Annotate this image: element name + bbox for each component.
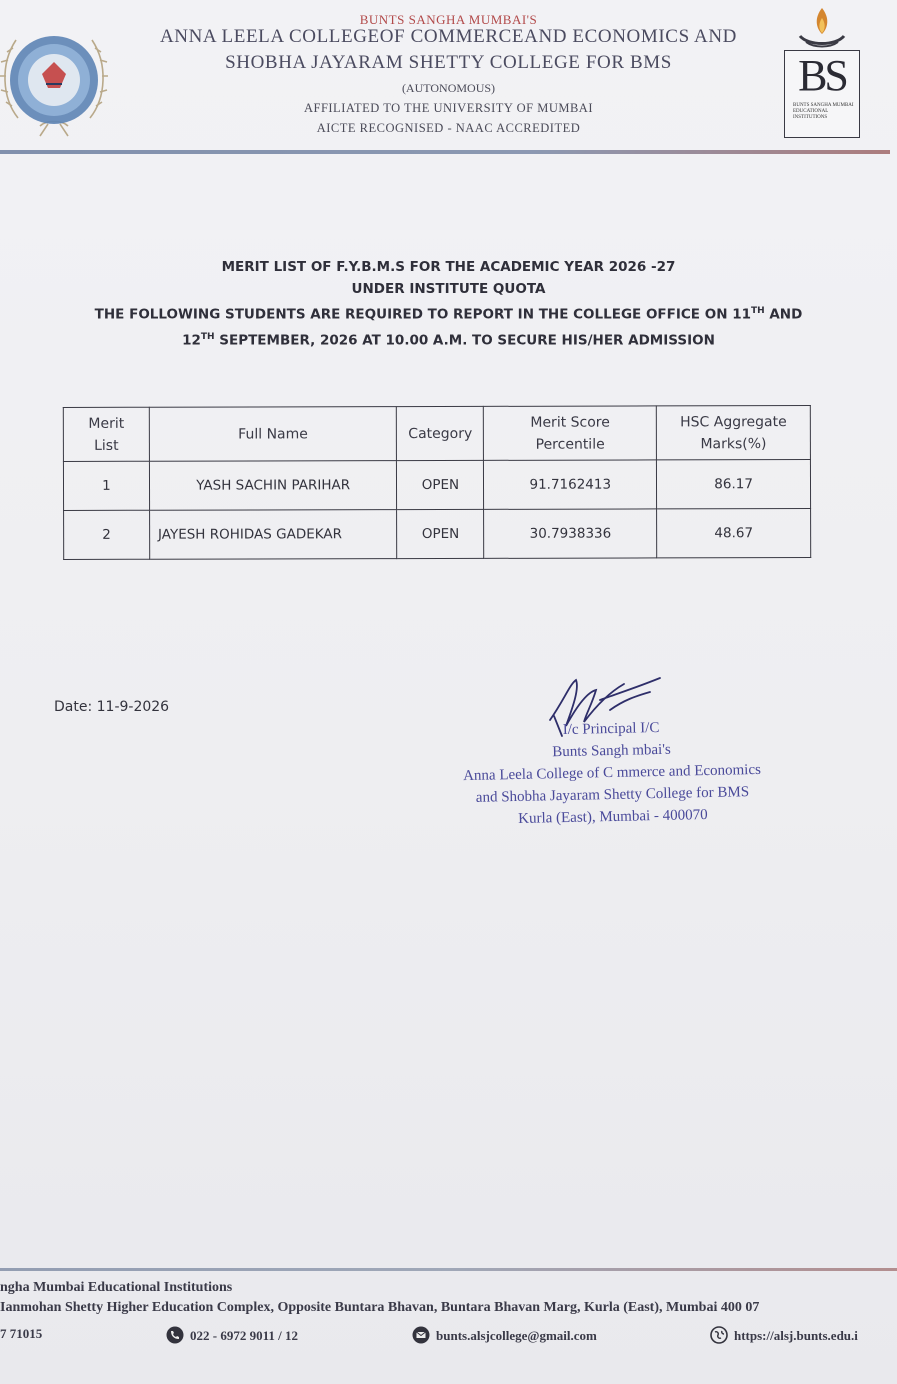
cell-score: 91.7162413	[484, 460, 657, 509]
cell-category: OPEN	[397, 460, 484, 509]
footer-website: https://alsj.bunts.edu.i	[710, 1326, 858, 1344]
stamp-line1: I/c Principal I/C	[562, 719, 660, 739]
footer-divider	[0, 1268, 897, 1271]
footer-phone: 022 - 6972 9011 / 12	[166, 1326, 298, 1344]
header-divider	[0, 150, 890, 154]
cell-name: JAYESH ROHIDAS GADEKAR	[149, 510, 397, 560]
stamp-line2: Bunts Sangh mbai's	[552, 741, 671, 761]
header-merit-score: Merit Score Percentile	[484, 406, 657, 460]
header-college-line1: ANNA LEELA COLLEGEOF COMMERCEAND ECONOMICS AND	[159, 26, 738, 47]
notice-title: MERIT LIST OF F.Y.B.M.S FOR THE ACADEMIC YEAR 2026 -27	[221, 259, 676, 275]
header-category: Category	[397, 406, 484, 460]
table-header-row	[63, 406, 810, 462]
table-row	[64, 509, 811, 560]
notice-line4: 12TH SEPTEMBER, 2026 AT 10.00 A.M. TO SECURE HIS/HER ADMISSION	[182, 331, 715, 348]
footer-email: bunts.alsjcollege@gmail.com	[412, 1326, 597, 1344]
header-merit-list: Merit List	[63, 407, 149, 461]
notice-quota: UNDER INSTITUTE QUOTA	[351, 281, 546, 297]
footer-contact	[0, 1326, 897, 1350]
cell-merit: 2	[64, 510, 150, 559]
cell-category: OPEN	[397, 509, 484, 558]
header-full-name: Full Name	[149, 407, 397, 462]
footer-code: 7 71015	[0, 1326, 43, 1341]
merit-list-table	[63, 405, 811, 560]
email-icon	[412, 1326, 430, 1344]
stamp-line3: Anna Leela College of C mmerce and Economics	[462, 761, 762, 785]
principal-stamp	[461, 715, 763, 831]
footer-address: Ianmohan Shetty Higher Education Complex, Opposite Buntara Bhavan, Buntara Bhavan Marg, Kurla (East), Mumbai 400 07	[0, 1300, 760, 1315]
footer-organization: ngha Mumbai Educational Institutions	[0, 1280, 233, 1295]
logo-caption: BUNTS SANGHA MUMBAI EDUCATIONAL INSTITUTIONS	[793, 103, 854, 120]
header-hsc-aggregate: HSC Aggregate Marks(%)	[656, 406, 810, 460]
logo-letters: BS	[798, 51, 846, 100]
header-sangha: BUNTS SANGHA MUMBAI'S	[359, 12, 538, 27]
phone-icon	[166, 1326, 184, 1344]
cell-name: YASH SACHIN PARIHAR	[149, 461, 397, 511]
globe-icon	[710, 1326, 728, 1344]
header-accreditation: AICTE RECOGNISED - NAAC ACCREDITED	[316, 121, 581, 135]
cell-hsc: 86.17	[657, 460, 811, 509]
stamp-line4: and Shobha Jayaram Shetty College for BMS	[475, 784, 750, 806]
cell-score: 30.7938336	[484, 509, 657, 558]
header-autonomous: (AUTONOMOUS)	[401, 81, 496, 95]
notice-line3: THE FOLLOWING STUDENTS ARE REQUIRED TO REPORT IN THE COLLEGE OFFICE ON 11TH AND	[94, 306, 803, 323]
header-affiliation: AFFILIATED TO THE UNIVERSITY OF MUMBAI	[303, 101, 594, 115]
cell-merit: 1	[63, 461, 149, 510]
issue-date: Date: 11-9-2026	[54, 699, 170, 715]
notice-title-block	[0, 256, 897, 351]
table-row	[63, 460, 810, 511]
header-college-line2: SHOBHA JAYARAM SHETTY COLLEGE FOR BMS	[225, 52, 672, 73]
cell-hsc: 48.67	[657, 509, 811, 558]
stamp-line5: Kurla (East), Mumbai - 400070	[517, 807, 708, 827]
